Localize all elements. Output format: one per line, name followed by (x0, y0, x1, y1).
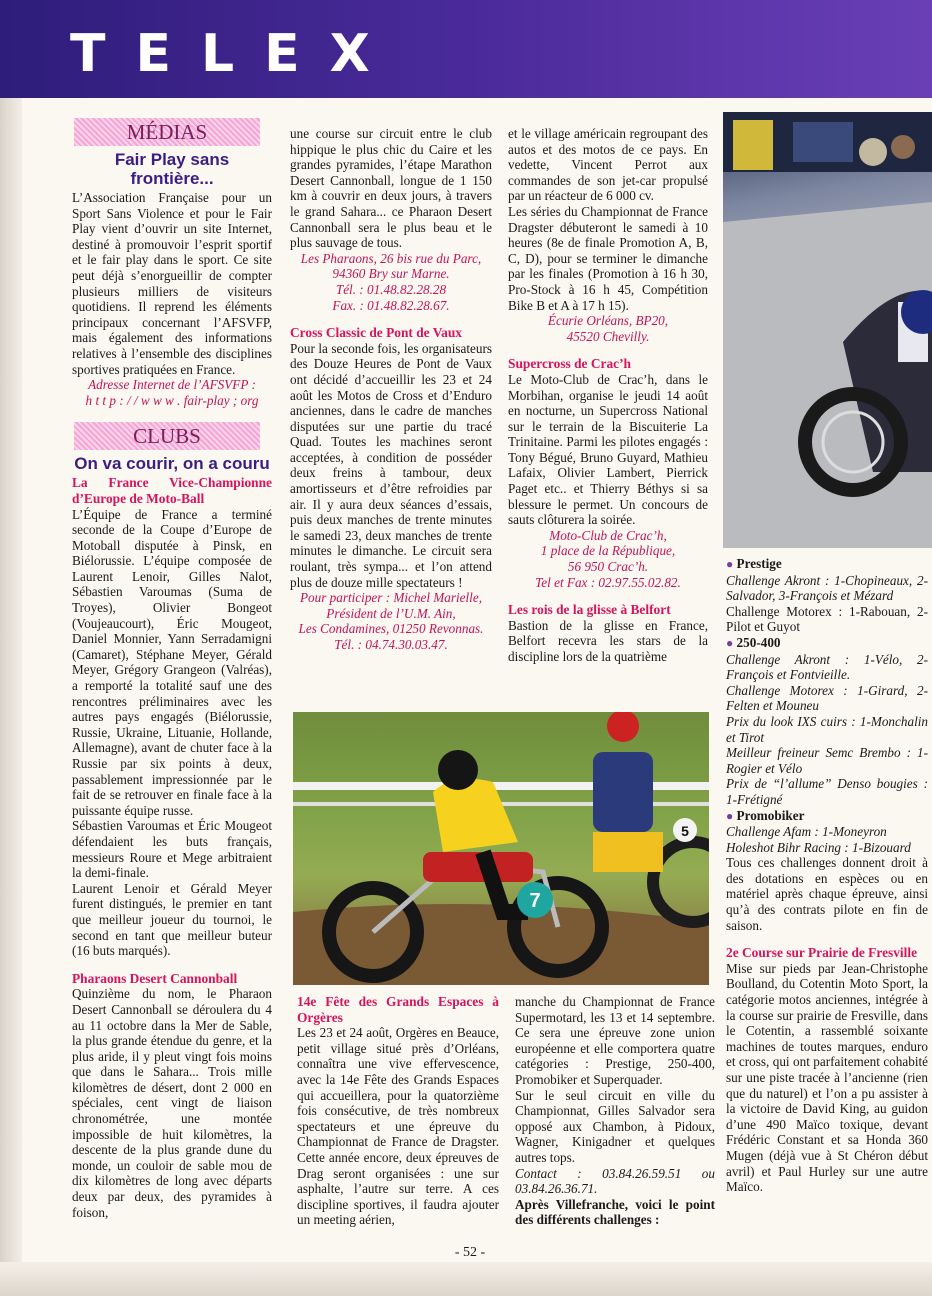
clubs-title: On va courir, on a couru (74, 454, 270, 474)
prestige-line-2: Challenge Motorex : 1-Rabouan, 2-Pilot et Guyot (726, 603, 928, 635)
fete-text: Les 23 et 24 août, Orgères en Beauce, petit village situé près d’Orléans, connaîtra une vive effervescence, avec la 14e Fête des Grands Espaces qui accueillera, pour la quatorzième fois consécutive, de très nombreux spectateurs et une épreuve du Championnat de France de Dragster. Cette année encore, deux épreuves de Drag seront organisées : une sur asphalte, l’autre sur terre. A ces discipline sportives, il faudra ajouter un meeting aérien, (297, 1025, 499, 1228)
fete-address-1: Écurie Orléans, BP20, (547, 313, 669, 329)
motoball-text-3: Laurent Lenoir et Gérald Meyer furent distingués, le premier en tant que meilleur joueur du tournoi, le second en tant que meilleur buteur (16 buts marqués). (72, 880, 272, 959)
pharaons-text: Quinzième du nom, le Pharaon Desert Cannonball se déroulera du 4 au 11 octobre dans la Mer de Sable, la plus grande étendue du genre, et la plus aride, il y pleut vingt fois moins que dans le Sahara... Trois mille kilomètres de désert, dont 2 000 en spéciales, cent vingt de liaison chronométrée, une montée impossible de huit kilomètres, la descente de la plus grande dune du monde, un couloir de sable mou de dix kilomètres de long avec départs deux par deux, des pyramides à foison, (72, 986, 272, 1220)
cross-address-2: Président de l’U.M. Ain, (326, 605, 456, 621)
fete-continued: et le village américain regroupant des autos et des motos de ce pays. En vedette, Vincent Perrot aux commandes de son jet-car propulsé par un réacteur de 6 000 cv. (508, 126, 708, 204)
prestige-heading (726, 556, 928, 573)
column-3-lower (515, 994, 715, 1228)
fresville-headline: 2e Course sur Prairie de Fresville (726, 945, 918, 961)
promo-heading (726, 808, 928, 825)
c250-label: 250-400 (736, 634, 781, 650)
promo-line-1: Challenge Afam : 1-Moneyron (726, 824, 887, 840)
page-shadow-bottom (0, 1262, 932, 1296)
promo-label: Promobiker (736, 807, 805, 823)
cross-address-1: Pour participer : Michel Marielle, (299, 590, 483, 606)
prestige-line-1: Challenge Akront : 1-Chopineaux, 2-Salvador, 3-François et Mézard (726, 572, 928, 604)
section-title: TELEX (70, 24, 400, 84)
bullet-icon: ● (726, 808, 734, 823)
pharaons-headline: Pharaons Desert Cannonball (72, 970, 238, 986)
prestige-label: Prestige (736, 556, 782, 571)
c250-line-5: Prix de “l’allume” Denso bougies : 1-Frétigné (726, 776, 928, 807)
pharaons-phone: Tél. : 01.48.82.28.28 (335, 281, 447, 297)
rois-headline: Les rois de la glisse à Belfort (508, 602, 671, 618)
column-2 (290, 126, 492, 653)
supercross-address-3: 56 950 Crac’h. (567, 559, 649, 575)
rois-continued: manche du Championnat de France Supermotard, les 13 et 14 septembre. Ce sera une épreuve zone union européenne et elle comportera quatre catégories : Prestige, 250-400, Promobiker et Superquader. (515, 994, 715, 1087)
rois-challenges-intro: Après Villefranche, voici le point des différents challenges : (515, 1196, 715, 1228)
fairplay-url: h t t p : / / w w w . fair-play ; org (85, 392, 259, 408)
fairplay-text: L’Association Française pour un Sport Sans Violence et pour le Fair Play vient d’ouvrir un site Internet, destiné à promouvoir l’esprit sportif et le fair play dans le sport. Ce site peut déjà s’enorgueillir de compter plusieurs milliers de visiteurs quotidiens. Il reprend les éléments principaux concernant l’AFSVFP, mais également des informations relatives à l’ensemble des disciplines sportives pratiquées en France. (72, 190, 272, 377)
rois-continued-2: Sur le seul circuit en ville du Championnat, Gilles Salvador sera opposé aux Chambon, à Pidoux, Wagner, Kinigadner et quelques autres tops. (515, 1087, 715, 1165)
side-number: 5 (681, 823, 689, 839)
column-1 (72, 118, 272, 1220)
pharaons-continued: une course sur circuit entre le club hippique le plus chic du Caire et les grandes pyramides, l’étape Marathon Desert Cannonball, longue de 1 150 km à couvrir en deux jours, à travers le grand Sahara... ce Pharaon Desert Cannonball sera le plus beau et le plus sauvage de tous. (290, 126, 492, 251)
c250-line-1: Challenge Akront : 1-Vélo, 2-François et Fontvieille. (726, 651, 928, 683)
supercross-phone: Tel et Fax : 02.97.55.02.82. (535, 574, 681, 590)
column-4 (726, 556, 928, 1195)
supercross-address-1: Moto-Club de Crac’h, (549, 527, 667, 543)
cross-text: Pour la seconde fois, les organisateurs des Douze Heures de Pont de Vaux ont décidé d’accueillir les 23 et 24 août les Motos de Cross et d’Enduro anciennes, dans le cadre de manches disputées sur une partie du tracé Quad. Toutes les machines seront acceptées, à condition de posséder deux freins à tambour, deux amortisseurs et d’être refroidies par air. Il y aura deux séances d’essais, puis deux manches de trente minutes le samedi 23, deux manches de trente minutes le dimanche. Le circuit sera roulant, très sympa... et l’on attend plus de douze mille spectateurs ! (290, 340, 492, 590)
fairplay-title: Fair Play sans frontière... (114, 150, 230, 188)
rois-contact: Contact : 03.84.26.59.51 ou 03.84.26.36.71. (515, 1165, 715, 1197)
rois-text: Bastion de la glisse en France, Belfort recevra les stars de la discipline lors de la quatrième (508, 617, 708, 664)
pharaons-fax: Fax. : 01.48.82.28.67. (332, 297, 450, 313)
fete-address-2: 45520 Chevilly. (566, 328, 650, 344)
fete-headline: 14e Fête des Grands Espaces à Orgères (297, 994, 499, 1025)
c250-line-4: Meilleur freineur Semc Brembo : 1-Rogier et Vélo (726, 745, 928, 776)
medias-label: MÉDIAS (74, 118, 260, 146)
motoball-text-2: Sébastien Varoumas et Éric Mougeot défendaient les buts français, messieurs Roure et Mege arbitraient la demi-finale. (72, 818, 272, 881)
c250-heading (726, 635, 928, 652)
cross-phone: Tél. : 04.74.30.03.47. (334, 637, 448, 652)
clubs-label: CLUBS (74, 422, 260, 450)
c250-line-2: Challenge Motorex : 1-Girard, 2-Felten et Mouneu (726, 682, 928, 714)
supercross-address-2: 1 place de la République, (540, 543, 676, 559)
header-banner (0, 0, 932, 98)
pharaons-address-1: Les Pharaons, 26 bis rue du Parc, (300, 250, 482, 266)
column-3 (508, 126, 708, 665)
page-number: - 52 - (454, 1245, 486, 1260)
fresville-text: Mise sur pieds par Jean-Christophe Boulland, du Cotentin Moto Sport, la catégorie motos anciennes, intégrée à la course sur prairie de Fresville, dans le Cotentin, a rassemblé soixante machines de toutes marques, enduro et cross, qui ont parfaitement cohabité sur une piste tracée à l’ancienne (rien que du naturel) et l’on a pu assister à la victoire de David King, au guidon d’une 490 Maïco toxique, devant Frédéric Constant et sa Honda 360 Mugen (déjà vue à St Chéron début avril) et Paul Hurley sur une autre Maïco. (726, 960, 928, 1195)
promo-line-2: Holeshot Bihr Racing : 1-Bizouard (726, 839, 911, 855)
fete-continued-2: Les séries du Championnat de France Dragster débuteront le samedi à 10 heures (8e de finale Promotion A, B, C, D), pour se terminer le dimanche par les finales (Promotion à 16 h 30, Pro-Stock à 16 h 45, Compétition Bike B et A à 17 h 15). (508, 203, 708, 313)
supermotard-photo-art (723, 112, 932, 548)
plate-number: 7 (529, 890, 541, 912)
motoball-headline: La France Vice-Championne d’Europe de Moto-Ball (72, 475, 272, 506)
supercross-headline: Supercross de Crac’h (508, 356, 631, 372)
cross-headline: Cross Classic de Pont de Vaux (290, 325, 462, 341)
promo-line-3: Tous ces challenges donnent droit à des dotations en espèces ou en matériel après chaque épreuve, ainsi qu’à des contrats pilote en fin de saison. (726, 855, 928, 933)
page-shadow-left (0, 98, 22, 1296)
motoball-text: L’Équipe de France a terminé seconde de la Coupe d’Europe de Motoball disputée à Pinsk, en Biélorussie. L’équipe composée de Laurent Lenoir, Gilles Nalot, Sébastien Varoumas (Suma de Troyes), Olivier Bongeot (Voujeaucourt), Éric Mougeot, Daniel Monnier, Yann Serradamigni (Camaret), Stéphane Meyer, Gérald Meyer, Grégory Grangeon (Valréas), a remporté la totalité sauf une des rencontres préliminaires avec les autres pays engagés (Biélorussie, Russie, Ukraine, Lituanie, Hollande, Allemagne), avant de chuter face à la Russie par six points à deux, passablement impressionnée par le fait de se retrouver en finale face à la puissante équipe russe. (72, 506, 272, 818)
cross-address-3: Les Condamines, 01250 Revonnas. (298, 621, 484, 637)
column-2-lower (297, 994, 499, 1228)
supermotard-photo (723, 112, 932, 548)
vintage-motocross-photo (293, 712, 709, 985)
supercross-text: Le Moto-Club de Crac’h, dans le Morbihan, organise le jeudi 14 août en nocturne, un Supercross National sur le terrain de la Biscuiterie La Trinitaine. Parmi les pilotes engagés : Tony Bégué, Bruno Guyard, Mathieu Lafaix, Olivier Lambert, Pierrick Paget etc.. et Thierry Béthys si sa blessure le permet. Un concours de sauts clôturera la soirée. (508, 371, 708, 528)
bullet-icon: ● (726, 635, 734, 650)
pharaons-address-2: 94360 Bry sur Marne. (332, 266, 450, 282)
vintage-motocross-photo-art (293, 712, 709, 985)
c250-line-3: Prix du look IXS cuirs : 1-Monchalin et Tirot (726, 713, 928, 745)
bullet-icon: ● (726, 557, 734, 571)
fairplay-address-label: Adresse Internet de l’AFSVFP : (88, 377, 256, 393)
